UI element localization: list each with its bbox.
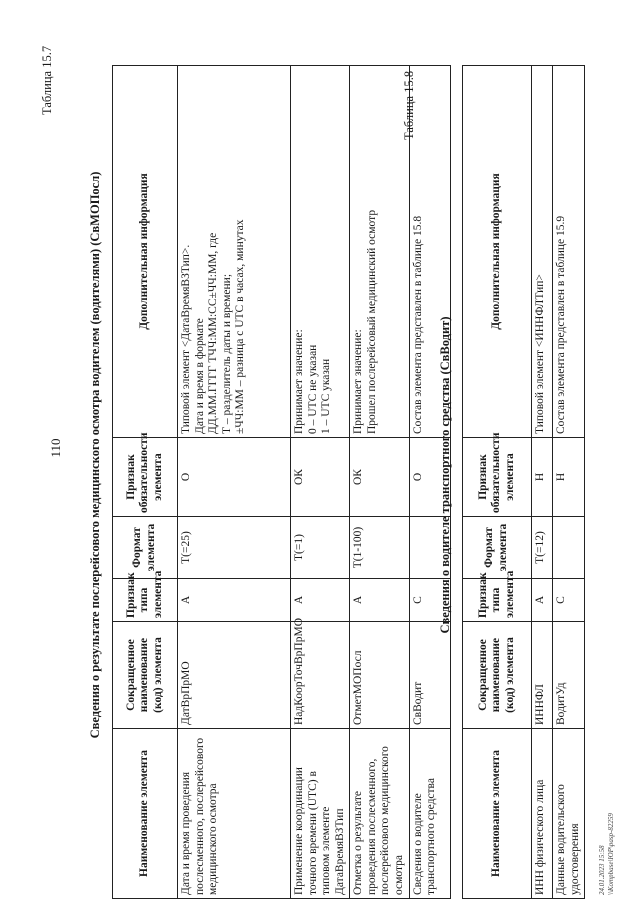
page-number: 110 — [48, 438, 63, 458]
table-cell: Данные водительского удостоверения — [553, 729, 585, 899]
table-cell: А — [350, 579, 409, 622]
column-header: Признак типа элемента — [113, 579, 178, 622]
column-header: Сокращенное наименование (код) элемента — [113, 622, 178, 729]
table-cell: О — [178, 438, 291, 517]
table-cell: Типовой элемент <ИННФЛТип> — [532, 66, 553, 438]
table-row — [532, 66, 553, 899]
table-number: Таблица 15.7 — [40, 45, 54, 115]
table-cell: ОК — [291, 438, 350, 517]
table-cell: А — [532, 579, 553, 622]
column-header: Признак обязательности элемента — [113, 438, 178, 517]
table-cell: ОК — [350, 438, 409, 517]
table-cell: ВодитУд — [553, 622, 585, 729]
column-header: Признак типа элемента — [463, 579, 532, 622]
table-cell: T(=1) — [291, 517, 350, 579]
table-row — [291, 66, 350, 899]
table-cell: Состав элемента представлен в таблице 15.9 — [553, 66, 585, 438]
table-cell: А — [178, 579, 291, 622]
table-cell: T(=25) — [178, 517, 291, 579]
table-header-row — [463, 66, 532, 899]
table-number: Таблица 15.8 — [402, 70, 416, 140]
table-cell: А — [291, 579, 350, 622]
table-cell: Принимает значение: Прошел послерейсовый медицинский осмотр — [350, 66, 409, 438]
table-cell — [553, 517, 585, 579]
table-cell: Типовой элемент <ДатаВремяВЗТип>. Дата и время в формате ДД.ММ.ГГГГ ТЧЧ:ММ:СС±ЧЧ:ММ, где Т – разделитель даты и времени; ±ЧЧ:ММ – разница с UTC в часах, минутах — [178, 66, 291, 438]
table-cell: О — [409, 438, 450, 517]
column-header: Формат элемента — [113, 517, 178, 579]
column-header: Признак обязательности элемента — [463, 438, 532, 517]
table-cell: СвВодит — [409, 622, 450, 729]
stamp-date: 24.01.2023 15:58 — [598, 845, 606, 895]
column-header: Дополнительная информация — [113, 66, 178, 438]
table-cell: Сведения о водителе транспортного средства — [409, 729, 450, 899]
table-row — [178, 66, 291, 899]
table-cell: Применение координации точного времени (UTC) в типовом элементе ДатаВремяВЗТип — [291, 729, 350, 899]
column-header: Наименование элемента — [113, 729, 178, 899]
elements-table — [462, 65, 585, 899]
table-cell: Н — [532, 438, 553, 517]
table-cell: Дата и время проведения послесменного, послерейсового медицинского осмотра — [178, 729, 291, 899]
table-cell: Принимает значение: 0 – UTC не указан 1 – UTC указан — [291, 66, 350, 438]
table-cell: Отметка о результате проведения послесменного, послерейсового медицинского осмотра — [350, 729, 409, 899]
column-header: Наименование элемента — [463, 729, 532, 899]
stamp-path: \\Kompbase\ЮР\pasp-82259 — [606, 813, 615, 895]
file-stamp — [598, 813, 616, 895]
table-row — [553, 66, 585, 899]
table-cell: ОтметМОПосл — [350, 622, 409, 729]
table-cell: НадКоорТочВрПрМО — [291, 622, 350, 729]
table-header-row — [113, 66, 178, 899]
table-cell: С — [553, 579, 585, 622]
table-cell: ИНН физического лица — [532, 729, 553, 899]
column-header: Сокращенное наименование (код) элемента — [463, 622, 532, 729]
table-cell: Н — [553, 438, 585, 517]
table-cell: Состав элемента представлен в таблице 15.8 — [409, 66, 450, 438]
table-row — [350, 66, 409, 899]
column-header: Дополнительная информация — [463, 66, 532, 438]
table-title: Сведения о результате послерейсового медицинского осмотра водителем (водителями) (СвМОПосл) — [88, 171, 102, 739]
table-title: Сведения о водителе транспортного средства (СвВодит) — [438, 316, 452, 634]
table-cell: ДатВрПрМО — [178, 622, 291, 729]
table-cell: ИННФЛ — [532, 622, 553, 729]
table-cell: T(1-100) — [350, 517, 409, 579]
elements-table — [112, 65, 451, 899]
table-cell: С — [409, 579, 450, 622]
table-cell: T(=12) — [532, 517, 553, 579]
column-header: Формат элемента — [463, 517, 532, 579]
